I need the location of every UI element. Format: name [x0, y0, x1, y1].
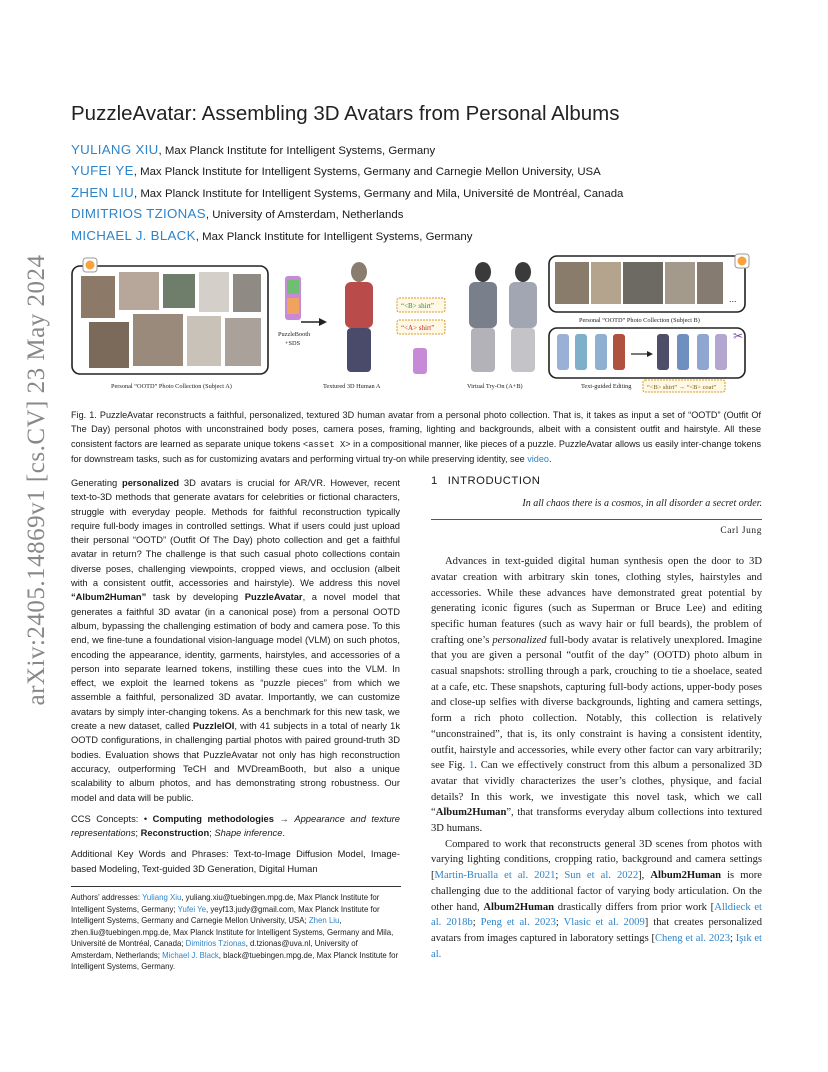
author-link[interactable]: Zhen Liu: [308, 916, 340, 926]
label-puzzlebooth: PuzzleBooth: [278, 331, 311, 338]
author-name: ZHEN LIU: [71, 184, 134, 200]
intro-paragraph: [431, 554, 762, 837]
caption-end: .: [548, 454, 552, 465]
label-tryon: Virtual Try-On (A+B): [467, 383, 523, 390]
author-line: [71, 226, 771, 247]
left-column: [71, 476, 400, 973]
photo-thumbnail: [623, 262, 663, 304]
author-link[interactable]: Yuliang Xiu: [142, 893, 182, 903]
ccs-concepts: [71, 812, 400, 841]
intro-text: . Can we effectively construct from this album a personalized 3D avatar that vividly characterizes the user’s clothes, physique, and facial details? In this work, we investigate this novel task, which we call “: [431, 760, 762, 819]
author-line: [71, 161, 771, 182]
ccs-bold: Computing methodologies: [152, 813, 274, 824]
ccs-bold: Reconstruction: [140, 828, 210, 839]
ccs-text: ;: [135, 828, 141, 839]
section-number: 1: [431, 475, 438, 487]
label-subject-a: Personal “OOTD” Photo Collection (Subject A): [111, 383, 232, 390]
token-remove-text: “<A> shirt”: [401, 324, 435, 332]
photos-app-icon-flower: [86, 261, 95, 270]
author-line: [71, 183, 771, 204]
photo-thumbnail: [665, 262, 695, 304]
footnote-text: , zhen.liu@tuebingen.mpg.de, Max Planck Institute for Intelligent Systems, Germany and Mila, Université de Montréal, Canada;: [71, 916, 394, 949]
photo-thumbnail: [697, 262, 723, 304]
intro-text: Compared to work that reconstructs general 3D scenes from photos with varying lighting conditions, cropping ratio, background and camera settings [: [431, 838, 762, 882]
photo-thumbnail: [591, 262, 621, 304]
author-link[interactable]: Dimitrios Tzionas: [185, 939, 246, 949]
tryon-avatar-b: [509, 282, 537, 328]
arxiv-sidebar: [14, 254, 60, 706]
citation-link[interactable]: Martin-Brualla et al. 2021: [434, 870, 556, 882]
author-name: MICHAEL J. BLACK: [71, 227, 196, 243]
intro-italic: personalized: [492, 634, 547, 646]
intro-text: Advances in text-guided digital human synthesis open the door to 3D avatar creation with arbitrary skin tones, clothing styles, hairstyles and accessories. While these advances have demonstrated great potential by generating iconic figures (such as Superman or Bruce Lee) and editing specific human features (such as wavy hair or full beards), the problem of crafting one’s: [431, 556, 762, 646]
citation-link[interactable]: Peng et al. 2023: [480, 917, 556, 929]
intro-text: ”, that transforms everyday album collections into textured 3D humans.: [431, 807, 762, 835]
ccs-text: →: [273, 813, 295, 824]
author-affiliation: , Max Planck Institute for Intelligent Systems, Germany: [158, 145, 436, 157]
intro-text: ] that creates personalized avatars from images captured in laboratory settings [: [431, 917, 763, 944]
citation-link[interactable]: Işık et al.: [431, 932, 763, 960]
scissors-icon: ✂: [733, 329, 744, 343]
intro-text: ;: [555, 870, 565, 882]
author-link[interactable]: Yufei Ye: [177, 904, 207, 914]
author-affiliation: , University of Amsterdam, Netherlands: [205, 209, 404, 222]
photo-thumbnail: [89, 322, 129, 368]
arxiv-id: arXiv:2405.14869v1 [cs.CV] 23 May 2024: [23, 254, 50, 706]
abstract-bold: PuzzleIOI: [192, 721, 235, 732]
abstract-text: 3D avatars is crucial for AR/VR. However, recent text-to-3D methods that generate avatars for celebrities or fictional characters, struggle with everyday people. Methods for faithful reconstruction typically require full-body images in controlled settings. What if users could just upload their personal “OOTD” (Outfit Of The Day) photo collection and get a faithful avatar in return? The challenge is that such casual photo collections contain diverse poses, challenging viewpoints, cropped views, and occlusion (albeit with a consistent outfit, accessories and hairstyle). We address this novel: [71, 478, 401, 589]
author-line: [71, 140, 771, 161]
intro-bold: Album2Human: [435, 807, 507, 819]
epigraph-rule: [431, 519, 762, 520]
author-footnote: [71, 886, 401, 973]
avatar-legs: [347, 328, 371, 372]
section-heading: [431, 474, 762, 490]
caption-text: Fig. 1. PuzzleAvatar reconstructs a faithful, personalized, textured 3D human avatar from a personal photo collection. That is, it takes as input a set of “OOTD” (Outfit Of The Day) personal photos with unconstrained body poses, camera poses, framing, lighting and backgrounds, albeit with a consistent outfit and hairstyle. All these consistent factors are learned as separate unique tokens: [71, 410, 761, 449]
abstract-bold: PuzzleAvatar: [244, 592, 303, 603]
label-textured: Textured 3D Human A: [323, 383, 381, 390]
abstract-text: , a novel model that generates a faithful 3D avatar (in a canonical pose) from a personal OOTD album, bypassing the challenging estimation of body and camera pose. To this end, we fine-tune a foundational vision-language model (VLM) on such photos, encoding the appearance, identity, garments, hairstyles, and accessories of a person into separate learned tokens, instilling these cues into the VLM. In effect, we exploit the learned tokens as “puzzle pieces” from which we assemble a faithful, personalized 3D avatar. Importantly, we can customize avatars by simply inter-changing tokens. As a benchmark for this new task, we create a new dataset, called: [71, 592, 400, 732]
intro-paragraph: [431, 837, 762, 963]
ccs-italic: Appearance and texture representations: [71, 813, 400, 839]
teaser-figure: [71, 252, 761, 397]
photo-thumbnail: [187, 316, 221, 366]
right-column: [431, 474, 762, 962]
abstract-bold: personalized: [122, 478, 180, 488]
author-affiliation: , Max Planck Institute for Intelligent Systems, Germany and Mila, Université de Montréal, Canada: [133, 187, 624, 200]
intro-text: ;: [730, 932, 736, 944]
author-list: [71, 140, 771, 247]
abstract: [71, 476, 400, 805]
author-link[interactable]: Michael J. Black: [162, 950, 219, 960]
figure-caption: [71, 408, 761, 467]
mini-avatar: [413, 348, 427, 374]
ccs-text: ;: [209, 828, 215, 839]
epigraph: In all chaos there is a cosmos, in all disorder a secret order.: [522, 497, 762, 509]
intro-bold: Album2Human: [483, 901, 555, 913]
footnote-text: Authors’ addresses:: [71, 893, 143, 903]
ccs-text: .: [282, 828, 286, 839]
intro-text: drastically differs from prior work [: [554, 901, 715, 913]
edit-prompt-text: “<B> shirt” → “<B> coat”: [647, 384, 717, 391]
paper-title: PuzzleAvatar: Assembling 3D Avatars from Personal Albums: [71, 102, 620, 125]
photo-thumbnail: [133, 314, 183, 366]
citation-link[interactable]: Vlasic et al. 2009: [563, 917, 645, 929]
label-sds: +SDS: [285, 340, 301, 347]
author-name: DIMITRIOS TZIONAS: [71, 206, 206, 222]
footnote-text: , black@tuebingen.mpg.de, Max Planck Institute for Intelligent Systems, Germany.: [71, 950, 399, 972]
author-name: YULIANG XIU: [71, 142, 159, 157]
caption-text: in a compositional manner, like pieces of a puzzle. PuzzleAvatar allows us easily inter-change tokens for downstream tasks, such as for customizing avatars and performing virtual try-on while preserving identity, see: [71, 438, 761, 465]
photo-thumbnail: [199, 272, 229, 312]
author-name: YUFEI YE: [71, 163, 134, 179]
intro-text: full-body avatar is relatively unexplored. Imagine that you are given a personal “outfit of the day” (OOTD) photo album in casual snapshots: strolling through a park, crouching to tie a shoelace, seated at a cafe, etc. These snapshots, capturing full-body actions, upper-body poses and close-up selfies with diverse backgrounds, lighting and camera settings, form a rich photo collection. Notably, this collection is relatively “unconstrained”, that is, its only constraint is having a consistent identity, outfit, hairstyle and accessories, while every other factor can vary arbitrarily; see Fig.: [431, 634, 762, 772]
avatar-head: [351, 262, 367, 282]
label-subject-b: Personal “OOTD” Photo Collection (Subject B): [579, 317, 700, 324]
photo-thumbnail: [233, 274, 261, 312]
intro-text: ;: [555, 917, 564, 929]
photo-thumbnail: [555, 262, 589, 304]
footnote-text: , yuliang.xiu@tuebingen.mpg.de, Max Planck Institute for Intelligent Systems, Germany;: [71, 893, 380, 914]
intro-text: is more challenging due to the additional factor of varying body articulation. On the other hand,: [431, 870, 762, 913]
album-b-ellipsis: ...: [729, 294, 737, 304]
intro-text: ;: [472, 917, 481, 929]
intro-text: ],: [638, 870, 651, 882]
citation-link[interactable]: Sun et al. 2022: [564, 870, 639, 882]
abstract-text: task by developing: [146, 592, 245, 603]
abstract-text: , with 41 subjects in a total of nearly 1k OOTD configurations, in challenging partial photos with paired ground-truth 3D bodies. Evaluation shows that PuzzleAvatar not only has high reconstruction accuracy, outperforming TeCH and MVDreamBooth, but also a unique scalability to album photos, and has demonstrating strong robustness. Our model and data will be public.: [71, 721, 400, 803]
keywords: Additional Key Words and Phrases: Text-to-Image Diffusion Model, Image-based Modeling, Text-guided 3D Generation, Digital Human: [71, 849, 400, 874]
avatar-body: [345, 282, 373, 328]
citation-link[interactable]: Cheng et al. 2023: [654, 932, 731, 944]
epigraph-author: Carl Jung: [720, 526, 762, 537]
caption-token: <asset X>: [302, 439, 351, 450]
video-link[interactable]: video: [527, 454, 549, 465]
footnote-text: , yeyf13.judy@gmail.com, Max Planck Institute for Intelligent Systems, Germany and Carnegie Mellon University, USA;: [71, 904, 380, 926]
citation-link[interactable]: Alldieck et al. 2018b: [431, 901, 762, 929]
abstract-text: Generating: [71, 478, 122, 488]
photo-thumbnail: [225, 318, 261, 366]
figure-ref-link[interactable]: 1: [468, 760, 475, 772]
token-add-text: “<B> shirt”: [401, 302, 434, 310]
photo-thumbnail: [119, 272, 159, 310]
label-edit: Text-guided Editing: [581, 383, 632, 390]
intro-bold: Album2Human: [650, 870, 722, 882]
ccs-text: CCS Concepts: •: [71, 813, 153, 824]
photo-thumbnail: [81, 276, 115, 318]
author-line: [71, 204, 771, 225]
footnote-text: , d.tzionas@uva.nl, University of Amsterdam, Netherlands;: [71, 939, 358, 960]
tryon-avatar-a: [469, 282, 497, 328]
author-affiliation: , Max Planck Institute for Intelligent Systems, Germany and Carnegie Mellon University, USA: [133, 166, 601, 179]
section-title: INTRODUCTION: [447, 475, 541, 487]
abstract-bold: “Album2Human”: [71, 592, 147, 603]
author-affiliation: , Max Planck Institute for Intelligent Systems, Germany: [195, 230, 473, 243]
ccs-italic: Shape inference: [214, 828, 283, 839]
photo-thumbnail: [163, 274, 195, 308]
